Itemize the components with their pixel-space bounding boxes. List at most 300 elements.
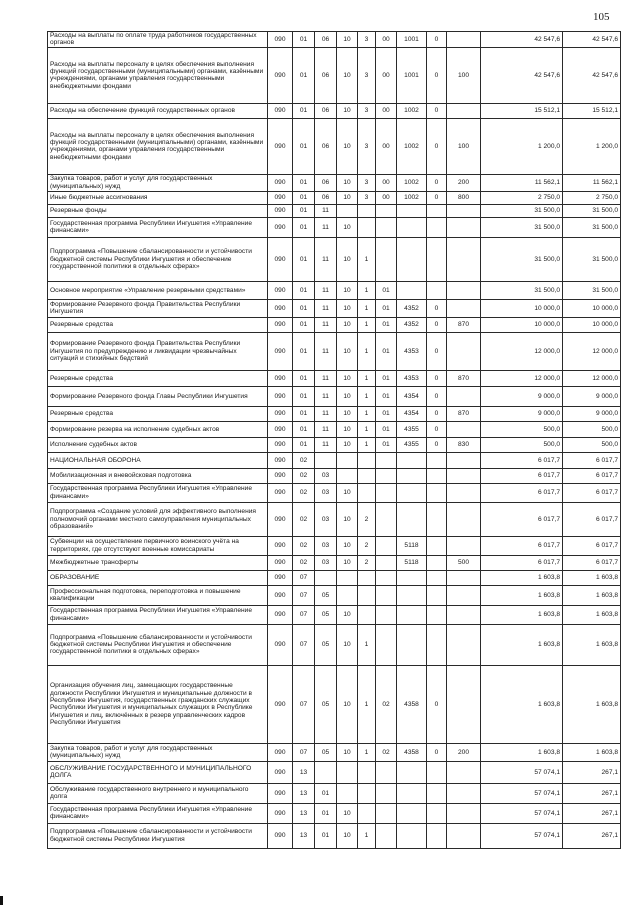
cell-direction-code: 0 [427,386,447,406]
cell-name: Исполнение судебных актов [48,437,268,452]
cell-direction [397,585,427,605]
cell-amount-2021: 6 017,7 [481,483,563,502]
table-row [48,406,621,421]
cell-subsection: 11 [315,370,337,386]
cell-direction-code [427,555,447,570]
table-row [48,743,621,761]
cell-direction-code: 0 [427,118,447,174]
cell-admin: 090 [268,624,293,665]
cell-direction: 1002 [397,191,427,204]
cell-measure [376,803,397,823]
budget-table-body [48,32,621,849]
cell-expense-type: 200 [447,743,481,761]
cell-subprogram: 3 [358,174,376,191]
cell-amount-2021: 12 000,0 [481,332,563,370]
cell-amount-2022: 10 000,0 [563,299,621,317]
cell-admin: 090 [268,665,293,743]
cell-subprogram: 3 [358,103,376,118]
cell-amount-2022: 267,1 [563,803,621,823]
cell-section: 01 [293,217,315,237]
cell-expense-type [447,452,481,468]
cell-amount-2021: 57 074,1 [481,803,563,823]
cell-subsection: 06 [315,32,337,48]
cell-measure: 01 [376,386,397,406]
table-row [48,624,621,665]
cell-measure: 00 [376,191,397,204]
cell-subprogram: 2 [358,536,376,555]
cell-subsection: 11 [315,217,337,237]
cell-direction-code [427,468,447,483]
cell-section: 02 [293,468,315,483]
cell-direction-code: 0 [427,370,447,386]
cell-section: 01 [293,237,315,281]
cell-subprogram: 1 [358,299,376,317]
cell-expense-type: 100 [447,118,481,174]
cell-name: Государственная программа Республики Ингушетия «Управление финансами» [48,483,268,502]
cell-admin: 090 [268,483,293,502]
cell-direction-code [427,502,447,536]
cell-direction-code: 0 [427,665,447,743]
cell-direction [397,452,427,468]
cell-amount-2022: 6 017,7 [563,452,621,468]
cell-direction [397,570,427,585]
cell-measure: 00 [376,32,397,48]
table-row [48,237,621,281]
cell-measure: 01 [376,437,397,452]
cell-subsection: 06 [315,118,337,174]
cell-section: 01 [293,204,315,217]
cell-subsection: 06 [315,47,337,103]
cell-subsection: 05 [315,605,337,624]
table-row [48,174,621,191]
cell-direction [397,783,427,803]
cell-direction: 4355 [397,437,427,452]
cell-section: 01 [293,370,315,386]
cell-amount-2021: 6 017,7 [481,555,563,570]
cell-direction: 4354 [397,406,427,421]
cell-expense-type: 870 [447,406,481,421]
cell-amount-2021: 31 500,0 [481,281,563,299]
cell-subsection [315,761,337,783]
cell-name: Обслуживание государственного внутреннего и муниципального долга [48,783,268,803]
cell-amount-2021: 9 000,0 [481,386,563,406]
cell-program [337,452,358,468]
cell-section: 01 [293,421,315,437]
cell-program [337,468,358,483]
cell-name: Государственная программа Республики Ингушетия «Управление финансами» [48,803,268,823]
cell-measure [376,761,397,783]
cell-admin: 090 [268,370,293,386]
cell-subsection: 03 [315,555,337,570]
cell-amount-2021: 1 603,8 [481,624,563,665]
cell-amount-2022: 12 000,0 [563,332,621,370]
table-row [48,421,621,437]
cell-direction-code [427,204,447,217]
cell-expense-type [447,32,481,48]
cell-subprogram: 1 [358,624,376,665]
table-row [48,437,621,452]
cell-subsection: 01 [315,803,337,823]
cell-amount-2021: 15 512,1 [481,103,563,118]
cell-amount-2022: 42 547,6 [563,47,621,103]
cell-program: 10 [337,237,358,281]
cell-section: 01 [293,47,315,103]
cell-expense-type [447,281,481,299]
cell-subprogram: 1 [358,406,376,421]
cell-subprogram [358,605,376,624]
cell-subsection: 11 [315,204,337,217]
table-row [48,555,621,570]
cell-direction: 4352 [397,299,427,317]
cell-expense-type [447,823,481,848]
cell-amount-2022: 500,0 [563,421,621,437]
cell-admin: 090 [268,823,293,848]
cell-section: 01 [293,386,315,406]
cell-expense-type [447,585,481,605]
cell-amount-2021: 500,0 [481,437,563,452]
cell-direction: 4353 [397,370,427,386]
cell-amount-2022: 1 200,0 [563,118,621,174]
cell-name: Субвенции на осуществление первичного воинского учёта на территориях, где отсутствуют военные комиссариаты [48,536,268,555]
cell-name: Подпрограмма «Создание условий для эффективного выполнения полномочий органами местного самоуправления муниципальных образований» [48,502,268,536]
cell-subprogram: 1 [358,437,376,452]
cell-section: 07 [293,743,315,761]
cell-direction-code: 0 [427,47,447,103]
cell-program: 10 [337,47,358,103]
cell-amount-2021: 57 074,1 [481,783,563,803]
cell-direction-code [427,585,447,605]
cell-program [337,204,358,217]
cell-direction-code: 0 [427,299,447,317]
cell-program [337,570,358,585]
cell-subprogram: 1 [358,823,376,848]
cell-name: Формирование Резервного фонда Правительства Республики Ингушетия [48,299,268,317]
cell-direction: 1002 [397,103,427,118]
cell-admin: 090 [268,783,293,803]
cell-direction-code: 0 [427,174,447,191]
cell-section: 07 [293,624,315,665]
cell-direction [397,468,427,483]
cell-subsection [315,570,337,585]
cell-amount-2021: 57 074,1 [481,761,563,783]
cell-name: Расходы на выплаты по оплате труда работников государственных органов [48,32,268,48]
cell-measure [376,823,397,848]
cell-measure: 01 [376,332,397,370]
cell-direction-code: 0 [427,437,447,452]
cell-section: 01 [293,118,315,174]
cell-subsection: 01 [315,823,337,848]
cell-admin: 090 [268,570,293,585]
cell-measure: 01 [376,317,397,332]
cell-measure [376,585,397,605]
table-row [48,605,621,624]
cell-amount-2021: 10 000,0 [481,317,563,332]
cell-subprogram [358,803,376,823]
table-row [48,386,621,406]
table-row [48,803,621,823]
cell-admin: 090 [268,32,293,48]
cell-expense-type [447,103,481,118]
cell-direction-code: 0 [427,332,447,370]
cell-section: 01 [293,437,315,452]
cell-name: Мобилизационная и вневойсковая подготовка [48,468,268,483]
cell-name: Формирование Резервного фонда Главы Республики Ингушетия [48,386,268,406]
cell-amount-2021: 11 562,1 [481,174,563,191]
cell-subprogram [358,468,376,483]
cell-direction-code [427,803,447,823]
cell-program: 10 [337,536,358,555]
cell-admin: 090 [268,118,293,174]
cell-name: Закупка товаров, работ и услуг для государственных (муниципальных) нужд [48,743,268,761]
cell-amount-2022: 11 562,1 [563,174,621,191]
cell-direction [397,237,427,281]
cell-admin: 090 [268,237,293,281]
cell-direction [397,502,427,536]
cell-program: 10 [337,483,358,502]
table-row [48,299,621,317]
cell-subprogram: 3 [358,47,376,103]
cell-admin: 090 [268,605,293,624]
cell-amount-2021: 31 500,0 [481,204,563,217]
table-row [48,370,621,386]
cell-subsection: 11 [315,332,337,370]
table-row [48,452,621,468]
cell-program: 10 [337,281,358,299]
cell-expense-type: 870 [447,317,481,332]
cell-measure [376,217,397,237]
cell-measure: 01 [376,281,397,299]
cell-measure: 00 [376,103,397,118]
cell-direction-code [427,605,447,624]
cell-measure: 01 [376,421,397,437]
cell-measure: 01 [376,406,397,421]
table-row [48,204,621,217]
cell-subsection: 11 [315,237,337,281]
cell-amount-2022: 1 603,8 [563,605,621,624]
cell-subprogram: 1 [358,237,376,281]
cell-direction: 1001 [397,47,427,103]
cell-section: 01 [293,174,315,191]
cell-admin: 090 [268,174,293,191]
cell-amount-2022: 267,1 [563,783,621,803]
cell-amount-2021: 1 603,8 [481,585,563,605]
cell-expense-type [447,536,481,555]
cell-expense-type: 870 [447,370,481,386]
cell-name: Расходы на выплаты персоналу в целях обеспечения выполнения функций государственными (муниципальными) органами, казёнными учреждениями, органами управления государственными внебюджетными фондами [48,118,268,174]
cell-amount-2022: 15 512,1 [563,103,621,118]
cell-admin: 090 [268,421,293,437]
cell-direction-code: 0 [427,317,447,332]
cell-expense-type: 800 [447,191,481,204]
cell-amount-2022: 6 017,7 [563,502,621,536]
cell-subprogram: 3 [358,118,376,174]
cell-program: 10 [337,191,358,204]
cell-amount-2021: 6 017,7 [481,536,563,555]
table-row [48,823,621,848]
cell-expense-type [447,783,481,803]
cell-measure [376,237,397,281]
cell-name: Подпрограмма «Повышение сбалансированности и устойчивости бюджетной системы Республики Ингушетия и обеспечение государственной политики в отдельных сферах» [48,237,268,281]
cell-measure [376,502,397,536]
cell-measure: 02 [376,665,397,743]
cell-amount-2021: 1 603,8 [481,665,563,743]
cell-program: 10 [337,555,358,570]
cell-measure: 00 [376,118,397,174]
cell-subsection: 05 [315,585,337,605]
cell-amount-2022: 31 500,0 [563,237,621,281]
cell-amount-2021: 10 000,0 [481,299,563,317]
cell-amount-2022: 1 603,8 [563,585,621,605]
cell-subsection: 11 [315,406,337,421]
cell-admin: 090 [268,555,293,570]
cell-subsection: 06 [315,191,337,204]
cell-direction-code: 0 [427,191,447,204]
cell-subsection: 11 [315,317,337,332]
cell-subprogram: 3 [358,32,376,48]
table-row [48,103,621,118]
cell-amount-2022: 2 750,0 [563,191,621,204]
cell-section: 01 [293,103,315,118]
cell-admin: 090 [268,103,293,118]
cell-program: 10 [337,624,358,665]
cell-section: 02 [293,452,315,468]
cell-program [337,585,358,605]
cell-expense-type [447,605,481,624]
cell-direction-code [427,452,447,468]
cell-direction-code: 0 [427,421,447,437]
cell-program: 10 [337,217,358,237]
cell-subprogram: 1 [358,332,376,370]
cell-subprogram: 2 [358,502,376,536]
cell-expense-type [447,421,481,437]
cell-subsection: 03 [315,502,337,536]
cell-program: 10 [337,823,358,848]
cell-amount-2021: 6 017,7 [481,468,563,483]
table-row [48,281,621,299]
cell-amount-2022: 1 603,8 [563,743,621,761]
cell-name: Иные бюджетные ассигнования [48,191,268,204]
cell-amount-2021: 31 500,0 [481,217,563,237]
cell-direction: 4352 [397,317,427,332]
cell-subsection: 11 [315,386,337,406]
cell-admin: 090 [268,585,293,605]
cell-program: 10 [337,370,358,386]
cell-direction: 1001 [397,32,427,48]
cell-direction [397,624,427,665]
cell-amount-2021: 2 750,0 [481,191,563,204]
cell-admin: 090 [268,281,293,299]
cell-section: 01 [293,299,315,317]
cell-amount-2021: 9 000,0 [481,406,563,421]
cell-section: 13 [293,823,315,848]
cell-program: 10 [337,174,358,191]
cell-measure [376,483,397,502]
table-row [48,570,621,585]
cell-measure: 02 [376,743,397,761]
budget-table [47,31,621,849]
cell-program: 10 [337,421,358,437]
cell-expense-type: 830 [447,437,481,452]
cell-direction-code: 0 [427,32,447,48]
cell-amount-2021: 57 074,1 [481,823,563,848]
cell-measure [376,536,397,555]
cell-expense-type [447,468,481,483]
cell-program: 10 [337,299,358,317]
cell-expense-type [447,761,481,783]
cell-direction [397,281,427,299]
cell-admin: 090 [268,452,293,468]
cell-expense-type [447,624,481,665]
cell-direction [397,761,427,783]
cell-subsection: 06 [315,174,337,191]
cell-amount-2022: 6 017,7 [563,468,621,483]
cell-subsection: 11 [315,299,337,317]
cell-subprogram [358,217,376,237]
cell-name: Расходы на обеспечение функций государственных органов [48,103,268,118]
cell-amount-2021: 500,0 [481,421,563,437]
cell-name: Резервные средства [48,317,268,332]
cell-admin: 090 [268,468,293,483]
cell-subsection: 11 [315,421,337,437]
cell-section: 07 [293,570,315,585]
cell-expense-type [447,570,481,585]
table-row [48,585,621,605]
cell-direction: 5118 [397,555,427,570]
cell-measure [376,570,397,585]
table-row [48,191,621,204]
cell-section: 02 [293,502,315,536]
cell-admin: 090 [268,406,293,421]
cell-amount-2022: 31 500,0 [563,217,621,237]
cell-name: Резервные фонды [48,204,268,217]
cell-direction [397,803,427,823]
cell-direction: 4358 [397,665,427,743]
cell-amount-2021: 6 017,7 [481,452,563,468]
cell-measure [376,783,397,803]
cell-measure [376,468,397,483]
cell-amount-2022: 9 000,0 [563,406,621,421]
cell-measure: 01 [376,299,397,317]
cell-subprogram [358,570,376,585]
cell-admin: 090 [268,191,293,204]
cell-section: 07 [293,585,315,605]
cell-measure: 00 [376,174,397,191]
cell-program: 10 [337,406,358,421]
cell-direction-code [427,570,447,585]
cell-subprogram: 1 [358,370,376,386]
table-row [48,332,621,370]
cell-section: 01 [293,191,315,204]
cell-subprogram [358,783,376,803]
table-row [48,761,621,783]
table-row [48,118,621,174]
cell-expense-type: 200 [447,174,481,191]
cell-subsection: 11 [315,281,337,299]
cell-section: 01 [293,332,315,370]
table-row [48,483,621,502]
cell-subprogram [358,204,376,217]
cell-expense-type [447,299,481,317]
cell-admin: 090 [268,204,293,217]
cell-direction-code [427,483,447,502]
cell-name: Основное мероприятие «Управление резервными средствами» [48,281,268,299]
cell-admin: 090 [268,502,293,536]
cell-subprogram [358,452,376,468]
cell-subsection: 03 [315,536,337,555]
cell-name: Подпрограмма «Повышение сбалансированности и устойчивости бюджетной системы Республики Ингушетия [48,823,268,848]
cell-subprogram [358,761,376,783]
cell-amount-2022: 6 017,7 [563,536,621,555]
